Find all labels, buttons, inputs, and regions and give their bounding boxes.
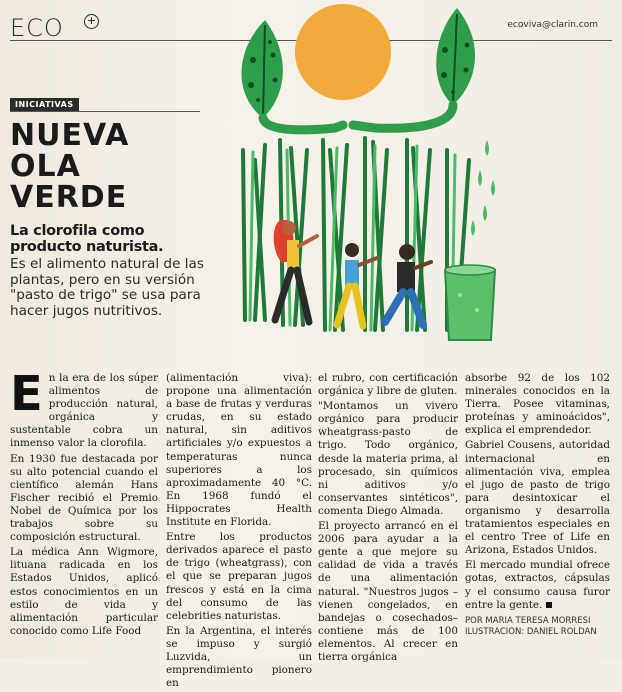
paragraph: La médica Ann Wigmore, lituana radicada en los Estados Unidos, aplicó estos conocimientos en un estilo de vida y alimentación particular conocido como Life Food <box>10 546 158 637</box>
deck-body: Es el alimento natural de las plantas, pero en su versión "pasto de trigo" se usa para hacer jugos nutritivos. <box>10 256 204 319</box>
juice-drops <box>471 140 495 236</box>
column-4 <box>465 372 610 638</box>
deck-title: La clorofila como producto naturista. <box>10 223 164 255</box>
byline: POR MARIA TERESA MORRESI <box>465 615 591 626</box>
dropcap: E <box>10 366 43 422</box>
paragraph: "Montamos un vivero orgánico para producir wheatgrass-pasto de trigo. Todo orgánico, desde la materia prima, al procesado, sin químicos ni aditivos y/o conservantes sintéticos", comenta Diego Almada. <box>318 400 458 517</box>
paragraph: El proyecto arrancó en el 2006 para ayudar a la gente a que mejore su calidad de vida a través de una alimentación natural. "Nuestros jugos –vienen congelados, en bandejas o cosechados– contiene más de 100 elementos. Al crecer en tierra orgánica <box>318 520 458 663</box>
plus-icon: + <box>84 14 99 29</box>
illustration-credit: ILUSTRACION: DANIEL ROLDAN <box>465 626 597 637</box>
paragraph: el rubro, con certificación orgánica y libre de gluten. <box>318 372 458 398</box>
column-3 <box>318 372 458 666</box>
column-1 <box>10 366 158 640</box>
headline-line: VERDE <box>10 180 128 215</box>
sun-icon <box>295 4 391 100</box>
paragraph: En 1930 fue destacada por su alto potencial cuando el científico alemán Hans Fischer recibió el Premio Nobel de Química por los trabajos sobre su composición estructural. <box>10 452 158 544</box>
section-email: ecoviva@clarin.com <box>507 20 598 30</box>
section-name: ECO <box>10 14 64 42</box>
leaf-left-icon <box>241 20 282 118</box>
paragraph: (alimentación viva): propone una alimentación a base de frutas y verduras crudas, en su estado natural, sin aditivos artificiales y/o expuestos a temperaturas nunca superiores a los aproximadamente 40 °C. En 1968 fundó el Hippocrates Health Institute en Florida. <box>166 372 312 529</box>
juice-glass-icon <box>445 265 495 340</box>
headline-line: OLA <box>10 149 81 184</box>
category-tag: INICIATIVAS <box>10 98 79 111</box>
paragraph: El mercado mundial ofrece gotas, extractos, cápsulas y el consumo causa furor entre la gente. <box>465 559 610 611</box>
headline-line: NUEVA <box>10 118 130 153</box>
wheatgrass-illustration <box>225 0 515 365</box>
end-mark-icon <box>546 602 552 608</box>
paragraph: Gabriel Cousens, autoridad internacional en alimentación viva, emplea el jugo de pasto de trigo para desintoxicar el organismo y desarrolla tratamientos especiales en el centro Tree of Life en Arizona, Estados Unidos. <box>465 439 610 557</box>
paragraph: Entre los productos derivados aparece el pasto de trigo (wheatgrass), con el que se preparan jugos frescos y está en la cima del consumo de las celebrities naturistas. <box>166 531 312 622</box>
paragraph: n la era de los súper alimentos de producción natural, orgánica y sustentable cobra un inmenso valor la clorofila. <box>10 372 158 450</box>
credits <box>465 616 610 638</box>
headline <box>10 120 129 213</box>
column-2 <box>166 372 312 692</box>
paragraph: En la Argentina, el interés se impuso y surgió Luzvida, un emprendimiento pionero en <box>166 624 312 690</box>
tag-rule <box>10 111 200 112</box>
paragraph: absorbe 92 de los 102 minerales conocidos en la Tierra. Posee vitaminas, proteínas y aminoácidos", explica el emprendedor. <box>465 372 610 437</box>
